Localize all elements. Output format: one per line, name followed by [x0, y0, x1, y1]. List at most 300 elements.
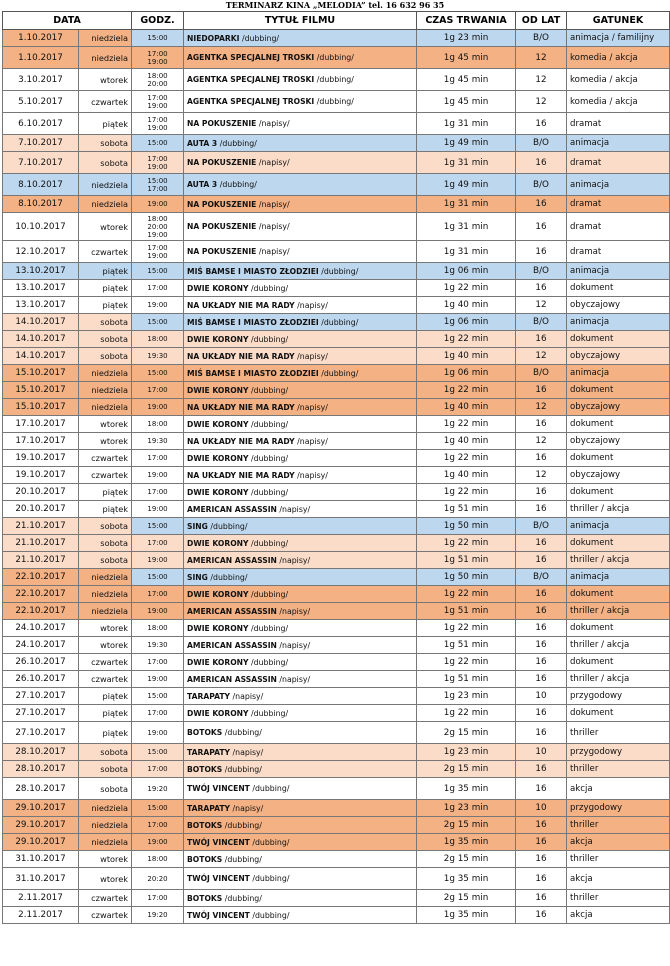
row-age-rating: 12 — [516, 91, 567, 113]
row-date: 2.11.2017 — [3, 907, 79, 924]
row-age-rating: 16 — [516, 671, 567, 688]
row-duration: 1g 31 min — [417, 196, 516, 213]
row-time — [132, 135, 184, 152]
row-duration: 1g 35 min — [417, 868, 516, 890]
row-time — [132, 620, 184, 637]
row-weekday: piątek — [79, 688, 132, 705]
row-duration: 1g 40 min — [417, 399, 516, 416]
row-weekday: wtorek — [79, 69, 132, 91]
table-row — [3, 688, 670, 705]
header-title: TYTUŁ FILMU — [184, 12, 417, 30]
row-genre: obyczajowy — [567, 433, 670, 450]
film-version-note: /dubbing/ — [252, 837, 290, 847]
table-row — [3, 416, 670, 433]
row-date: 22.10.2017 — [3, 569, 79, 586]
row-time — [132, 907, 184, 924]
row-film — [184, 399, 417, 416]
row-weekday: czwartek — [79, 890, 132, 907]
table-row — [3, 331, 670, 348]
row-weekday: niedziela — [79, 569, 132, 586]
film-title: MIŚ BAMSE I MIASTO ZŁODZIEI — [187, 317, 319, 327]
row-genre: thriller — [567, 851, 670, 868]
table-row — [3, 91, 670, 113]
showtime-text: 17:00 19:00 — [147, 115, 168, 132]
row-age-rating: 16 — [516, 113, 567, 135]
showtime-text: 17:00 — [147, 821, 168, 829]
film-version-note: /napisy/ — [297, 351, 328, 361]
row-time — [132, 868, 184, 890]
row-film — [184, 535, 417, 552]
row-genre: obyczajowy — [567, 297, 670, 314]
row-date: 13.10.2017 — [3, 280, 79, 297]
row-genre: dokument — [567, 620, 670, 637]
row-age-rating: 12 — [516, 433, 567, 450]
row-film — [184, 907, 417, 924]
film-version-note: /dubbing/ — [316, 53, 354, 62]
row-age-rating: 16 — [516, 654, 567, 671]
row-weekday: piątek — [79, 705, 132, 722]
film-version-note: /dubbing/ — [219, 138, 257, 148]
row-genre: animacja — [567, 314, 670, 331]
row-genre: thriller — [567, 761, 670, 778]
row-date: 28.10.2017 — [3, 778, 79, 800]
film-version-note: /napisy/ — [232, 691, 264, 701]
table-row — [3, 501, 670, 518]
row-genre: thriller / akcja — [567, 603, 670, 620]
row-film — [184, 484, 417, 501]
row-duration: 1g 22 min — [417, 620, 516, 637]
row-time — [132, 241, 184, 263]
row-age-rating: 16 — [516, 620, 567, 637]
row-age-rating: 16 — [516, 416, 567, 433]
film-title: AMERICAN ASSASSIN — [187, 674, 277, 684]
row-genre: komedia / akcja — [567, 69, 670, 91]
row-weekday: niedziela — [79, 834, 132, 851]
row-age-rating: 16 — [516, 535, 567, 552]
row-genre: dramat — [567, 113, 670, 135]
row-time — [132, 399, 184, 416]
showtime-text: 19:30 — [147, 641, 168, 649]
showtime-text: 18:00 — [147, 420, 168, 428]
row-film — [184, 722, 417, 744]
row-time — [132, 817, 184, 834]
film-title: AMERICAN ASSASSIN — [187, 504, 277, 514]
row-genre: thriller / akcja — [567, 552, 670, 569]
row-duration: 1g 22 min — [417, 382, 516, 399]
header-duration: CZAS TRWANIA — [417, 12, 516, 30]
showtime-text: 18:00 — [147, 624, 168, 632]
table-row — [3, 778, 670, 800]
row-duration: 1g 23 min — [417, 800, 516, 817]
film-title: NIEDOPARKI — [187, 33, 240, 43]
row-time — [132, 535, 184, 552]
film-title: TWÓJ VINCENT — [187, 874, 250, 883]
row-genre: dokument — [567, 535, 670, 552]
row-age-rating: 16 — [516, 382, 567, 399]
row-film — [184, 241, 417, 263]
row-date: 27.10.2017 — [3, 705, 79, 722]
table-row — [3, 637, 670, 654]
row-duration: 2g 15 min — [417, 851, 516, 868]
film-version-note: /dubbing/ — [316, 75, 354, 84]
row-date: 15.10.2017 — [3, 382, 79, 399]
row-duration: 1g 51 min — [417, 671, 516, 688]
table-row — [3, 297, 670, 314]
table-row — [3, 518, 670, 535]
film-version-note: /dubbing/ — [224, 764, 262, 774]
row-genre: dokument — [567, 382, 670, 399]
table-row — [3, 365, 670, 382]
showtime-text: 18:00 — [147, 855, 168, 863]
row-age-rating: 16 — [516, 552, 567, 569]
showtime-text: 19:00 — [147, 505, 168, 513]
film-version-note: /dubbing/ — [251, 334, 289, 344]
table-row — [3, 834, 670, 851]
row-genre: dramat — [567, 196, 670, 213]
film-title: AGENTKA SPECJALNEJ TROSKI — [187, 97, 315, 106]
row-time — [132, 501, 184, 518]
row-duration: 1g 35 min — [417, 834, 516, 851]
row-weekday: sobota — [79, 535, 132, 552]
row-weekday: piątek — [79, 113, 132, 135]
row-genre: dokument — [567, 280, 670, 297]
row-time — [132, 382, 184, 399]
row-date: 17.10.2017 — [3, 433, 79, 450]
showtime-text: 17:00 — [147, 894, 168, 902]
showtime-text: 15:00 — [147, 573, 168, 581]
table-row — [3, 30, 670, 47]
row-film — [184, 688, 417, 705]
header-genre: GATUNEK — [567, 12, 670, 30]
table-row — [3, 467, 670, 484]
row-film — [184, 552, 417, 569]
film-title: NA POKUSZENIE — [187, 119, 257, 128]
row-weekday: sobota — [79, 744, 132, 761]
row-genre: animacja — [567, 135, 670, 152]
row-date: 15.10.2017 — [3, 365, 79, 382]
row-age-rating: B/O — [516, 30, 567, 47]
row-age-rating: 16 — [516, 450, 567, 467]
row-genre: animacja — [567, 174, 670, 196]
film-title: TWÓJ VINCENT — [187, 910, 250, 920]
row-age-rating: B/O — [516, 174, 567, 196]
row-duration: 1g 22 min — [417, 705, 516, 722]
showtime-text: 15:00 — [147, 748, 168, 756]
row-age-rating: 16 — [516, 722, 567, 744]
row-duration: 1g 50 min — [417, 569, 516, 586]
row-age-rating: B/O — [516, 314, 567, 331]
row-weekday: niedziela — [79, 174, 132, 196]
row-age-rating: 12 — [516, 297, 567, 314]
film-version-note: /napisy/ — [279, 606, 311, 616]
row-weekday: piątek — [79, 263, 132, 280]
row-film — [184, 152, 417, 174]
row-time — [132, 91, 184, 113]
row-duration: 2g 15 min — [417, 722, 516, 744]
row-age-rating: 16 — [516, 501, 567, 518]
film-title: NA POKUSZENIE — [187, 247, 257, 256]
row-weekday: czwartek — [79, 467, 132, 484]
row-weekday: wtorek — [79, 637, 132, 654]
row-duration: 2g 15 min — [417, 890, 516, 907]
row-date: 15.10.2017 — [3, 399, 79, 416]
schedule-table — [2, 11, 670, 924]
film-version-note: /napisy/ — [279, 674, 311, 684]
film-version-note: /dubbing/ — [251, 453, 289, 463]
row-genre: dokument — [567, 484, 670, 501]
table-row — [3, 152, 670, 174]
row-film — [184, 761, 417, 778]
row-time — [132, 365, 184, 382]
film-title: DWIE KORONY — [187, 283, 249, 293]
film-title: NA UKŁADY NIE MA RADY — [187, 300, 295, 310]
row-genre: thriller — [567, 890, 670, 907]
row-weekday: sobota — [79, 761, 132, 778]
table-row — [3, 722, 670, 744]
row-date: 28.10.2017 — [3, 744, 79, 761]
film-title: DWIE KORONY — [187, 419, 249, 429]
row-age-rating: B/O — [516, 518, 567, 535]
row-date: 26.10.2017 — [3, 654, 79, 671]
row-genre: dokument — [567, 705, 670, 722]
row-age-rating: 16 — [516, 890, 567, 907]
row-genre: thriller — [567, 722, 670, 744]
row-duration: 1g 35 min — [417, 907, 516, 924]
row-date: 21.10.2017 — [3, 518, 79, 535]
row-genre: animacja — [567, 365, 670, 382]
row-date: 21.10.2017 — [3, 552, 79, 569]
film-title: BOTOKS — [187, 764, 223, 774]
row-age-rating: 10 — [516, 744, 567, 761]
row-genre: thriller / akcja — [567, 637, 670, 654]
film-version-note: /dubbing/ — [251, 283, 289, 293]
row-time — [132, 331, 184, 348]
film-title: DWIE KORONY — [187, 589, 249, 599]
row-duration: 1g 40 min — [417, 297, 516, 314]
row-weekday: wtorek — [79, 433, 132, 450]
row-time — [132, 152, 184, 174]
film-version-note: /napisy/ — [297, 470, 328, 480]
row-age-rating: 12 — [516, 467, 567, 484]
row-date: 2.11.2017 — [3, 890, 79, 907]
row-date: 29.10.2017 — [3, 834, 79, 851]
row-genre: dokument — [567, 450, 670, 467]
row-date: 21.10.2017 — [3, 535, 79, 552]
row-genre: dramat — [567, 213, 670, 241]
film-title: AMERICAN ASSASSIN — [187, 555, 277, 565]
row-date: 12.10.2017 — [3, 241, 79, 263]
film-version-note: /dubbing/ — [219, 180, 257, 189]
table-row — [3, 552, 670, 569]
table-row — [3, 851, 670, 868]
film-title: NA POKUSZENIE — [187, 222, 257, 231]
showtime-text: 15:00 — [147, 267, 168, 275]
row-weekday: wtorek — [79, 851, 132, 868]
row-film — [184, 30, 417, 47]
row-date: 8.10.2017 — [3, 174, 79, 196]
film-version-note: /napisy/ — [258, 222, 290, 231]
showtime-text: 18:00 20:00 — [147, 71, 168, 88]
showtime-text: 17:00 — [147, 765, 168, 773]
table-row — [3, 705, 670, 722]
row-weekday: niedziela — [79, 586, 132, 603]
table-row — [3, 535, 670, 552]
row-weekday: niedziela — [79, 196, 132, 213]
showtime-text: 19:00 — [147, 403, 168, 411]
row-time — [132, 263, 184, 280]
row-weekday: sobota — [79, 314, 132, 331]
header-age: OD LAT — [516, 12, 567, 30]
row-age-rating: 16 — [516, 907, 567, 924]
film-version-note: /napisy/ — [279, 504, 311, 514]
film-version-note: /dubbing/ — [316, 97, 354, 106]
row-duration: 1g 40 min — [417, 433, 516, 450]
row-genre: thriller — [567, 817, 670, 834]
film-version-note: /dubbing/ — [252, 784, 290, 793]
row-duration: 1g 45 min — [417, 91, 516, 113]
table-row — [3, 241, 670, 263]
row-genre: animacja / familijny — [567, 30, 670, 47]
film-version-note: /dubbing/ — [252, 874, 290, 883]
film-title: MIŚ BAMSE I MIASTO ZŁODZIEI — [187, 266, 319, 276]
row-time — [132, 297, 184, 314]
film-title: BOTOKS — [187, 728, 223, 737]
film-title: DWIE KORONY — [187, 538, 249, 548]
film-title: DWIE KORONY — [187, 334, 249, 344]
film-version-note: /napisy/ — [258, 158, 290, 167]
row-age-rating: 16 — [516, 637, 567, 654]
row-date: 20.10.2017 — [3, 501, 79, 518]
row-film — [184, 851, 417, 868]
showtime-text: 17:00 — [147, 284, 168, 292]
showtime-text: 15:00 17:00 — [147, 176, 168, 193]
film-title: AUTA 3 — [187, 180, 218, 189]
row-film — [184, 620, 417, 637]
row-duration: 1g 51 min — [417, 603, 516, 620]
row-age-rating: 16 — [516, 817, 567, 834]
row-age-rating: 12 — [516, 348, 567, 365]
table-row — [3, 744, 670, 761]
table-row — [3, 69, 670, 91]
film-version-note: /napisy/ — [258, 199, 290, 209]
film-title: NA UKŁADY NIE MA RADY — [187, 402, 295, 412]
showtime-text: 19:30 — [147, 437, 168, 445]
table-row — [3, 569, 670, 586]
film-version-note: /dubbing/ — [251, 623, 289, 633]
row-date: 5.10.2017 — [3, 91, 79, 113]
row-time — [132, 705, 184, 722]
row-weekday: niedziela — [79, 30, 132, 47]
row-date: 29.10.2017 — [3, 817, 79, 834]
row-date: 29.10.2017 — [3, 800, 79, 817]
row-time — [132, 834, 184, 851]
row-duration: 1g 06 min — [417, 365, 516, 382]
film-version-note: /dubbing/ — [251, 419, 289, 429]
row-time — [132, 113, 184, 135]
row-weekday: niedziela — [79, 47, 132, 69]
table-row — [3, 671, 670, 688]
film-version-note: /napisy/ — [297, 300, 328, 310]
row-genre: przygodowy — [567, 688, 670, 705]
row-weekday: niedziela — [79, 800, 132, 817]
row-weekday: niedziela — [79, 382, 132, 399]
showtime-text: 19:20 — [147, 784, 168, 793]
row-duration: 1g 49 min — [417, 174, 516, 196]
film-version-note: /dubbing/ — [321, 317, 359, 327]
row-date: 24.10.2017 — [3, 620, 79, 637]
row-time — [132, 69, 184, 91]
row-genre: akcja — [567, 907, 670, 924]
row-film — [184, 778, 417, 800]
row-film — [184, 467, 417, 484]
row-weekday: wtorek — [79, 868, 132, 890]
showtime-text: 19:00 — [147, 728, 168, 737]
row-weekday: sobota — [79, 152, 132, 174]
table-row — [3, 382, 670, 399]
film-version-note: /dubbing/ — [252, 910, 290, 920]
showtime-text: 17:00 — [147, 590, 168, 598]
row-duration: 1g 31 min — [417, 213, 516, 241]
table-row — [3, 450, 670, 467]
table-row — [3, 907, 670, 924]
row-age-rating: 16 — [516, 868, 567, 890]
row-film — [184, 280, 417, 297]
row-duration: 1g 22 min — [417, 416, 516, 433]
row-genre: thriller / akcja — [567, 671, 670, 688]
row-weekday: piątek — [79, 501, 132, 518]
row-weekday: piątek — [79, 722, 132, 744]
film-title: BOTOKS — [187, 820, 223, 830]
row-duration: 1g 22 min — [417, 654, 516, 671]
film-version-note: /napisy/ — [232, 803, 264, 813]
row-genre: dramat — [567, 152, 670, 174]
row-date: 28.10.2017 — [3, 761, 79, 778]
table-row — [3, 196, 670, 213]
row-genre: dokument — [567, 586, 670, 603]
film-title: TARAPATY — [187, 803, 231, 813]
row-age-rating: 16 — [516, 705, 567, 722]
table-row — [3, 620, 670, 637]
schedule-body — [3, 30, 670, 924]
row-time — [132, 47, 184, 69]
row-age-rating: 12 — [516, 69, 567, 91]
row-film — [184, 671, 417, 688]
row-date: 19.10.2017 — [3, 467, 79, 484]
showtime-text: 19:00 — [147, 675, 168, 683]
row-date: 27.10.2017 — [3, 722, 79, 744]
film-version-note: /dubbing/ — [224, 728, 262, 737]
row-weekday: niedziela — [79, 399, 132, 416]
film-version-note: /dubbing/ — [224, 854, 262, 864]
showtime-text: 17:00 19:00 — [147, 154, 168, 171]
row-date: 3.10.2017 — [3, 69, 79, 91]
table-row — [3, 113, 670, 135]
row-genre: przygodowy — [567, 800, 670, 817]
showtime-text: 19:00 — [147, 471, 168, 479]
row-date: 17.10.2017 — [3, 416, 79, 433]
film-version-note: /napisy/ — [258, 247, 290, 256]
header-row — [3, 12, 670, 30]
row-age-rating: B/O — [516, 135, 567, 152]
row-film — [184, 868, 417, 890]
row-time — [132, 722, 184, 744]
showtime-text: 17:00 — [147, 386, 168, 394]
film-version-note: /dubbing/ — [321, 266, 359, 276]
film-title: MIŚ BAMSE I MIASTO ZŁODZIEI — [187, 368, 319, 378]
row-weekday: niedziela — [79, 365, 132, 382]
film-title: DWIE KORONY — [187, 487, 249, 497]
film-title: SING — [187, 572, 208, 582]
